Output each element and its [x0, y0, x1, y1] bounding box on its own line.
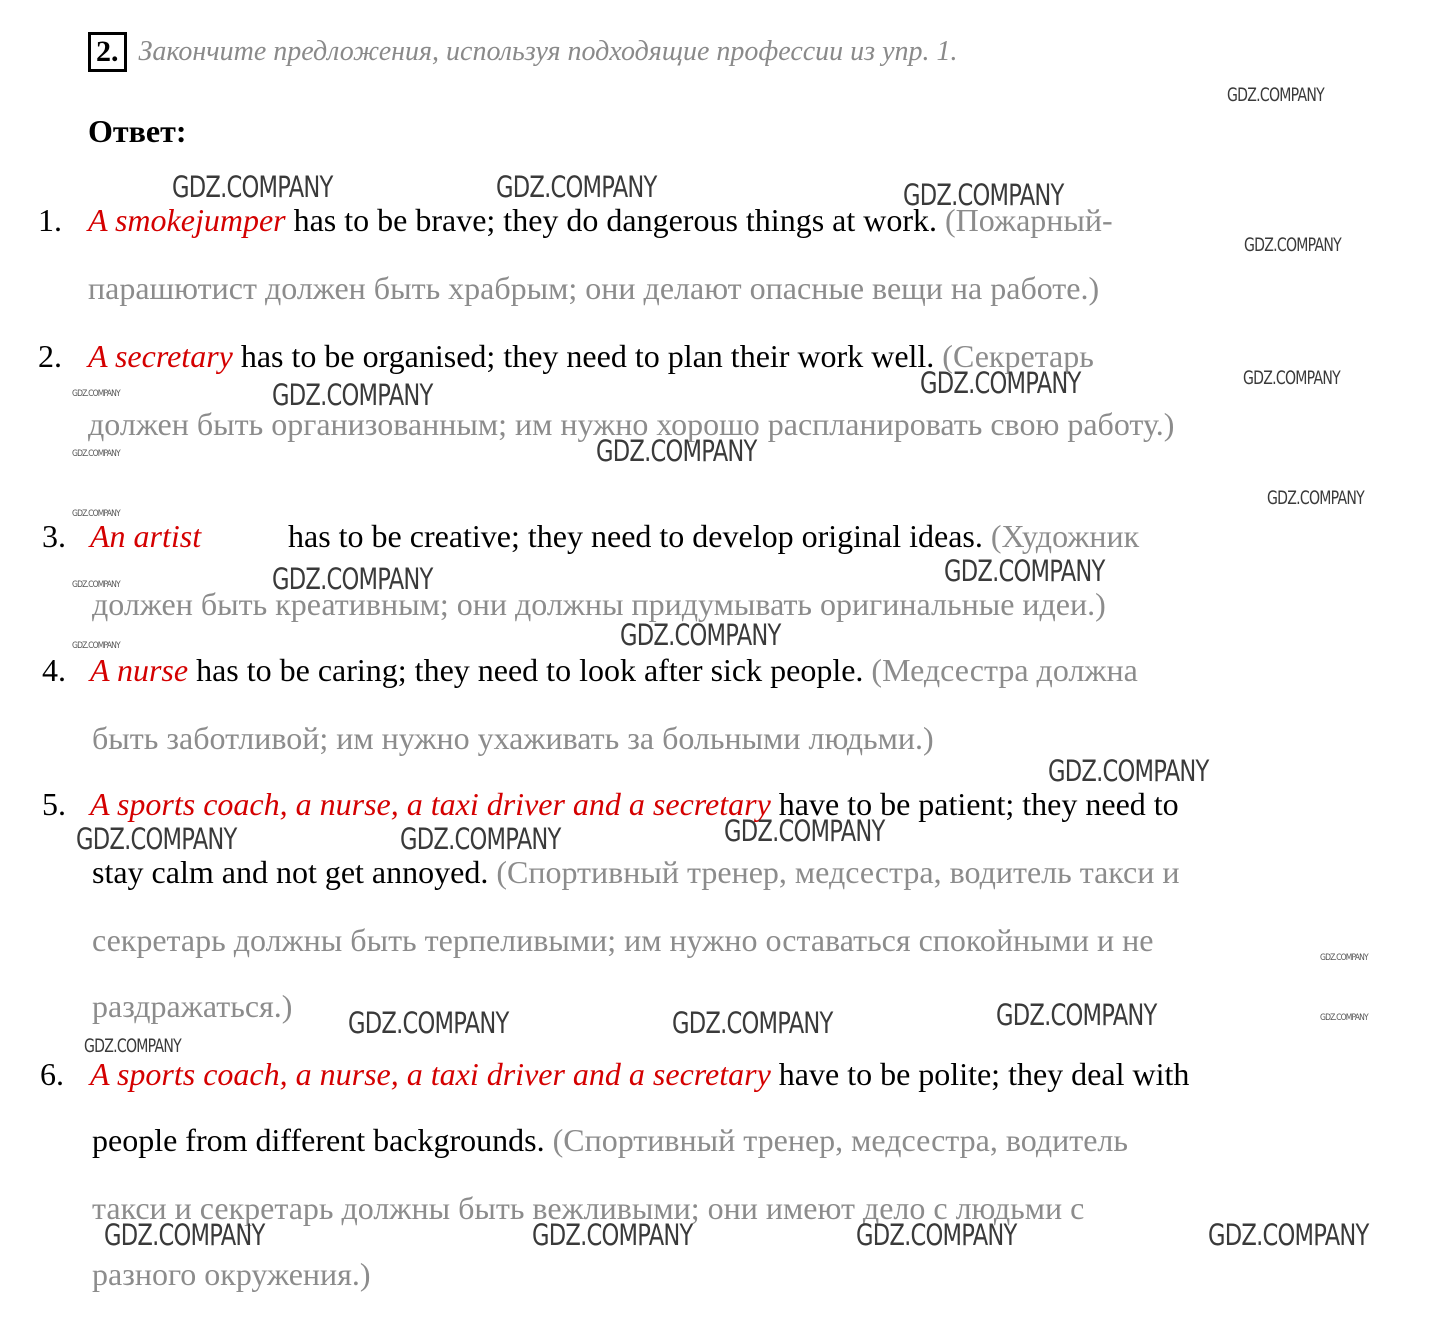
item-line — [92, 854, 1180, 891]
item-line — [92, 1122, 1128, 1159]
sentence-text: has to be creative; they need to develop original ideas. — [288, 518, 983, 554]
sentence-text: have to be patient; they need to — [770, 786, 1179, 822]
watermark: GDZ.COMPANY — [72, 449, 120, 459]
item-number: 2. — [38, 338, 62, 374]
watermark: GDZ.COMPANY — [672, 1006, 833, 1040]
watermark: GDZ.COMPANY — [903, 178, 1064, 212]
watermark: GDZ.COMPANY — [348, 1006, 509, 1040]
item-line — [88, 338, 1094, 375]
task-header — [88, 30, 958, 74]
item-line — [88, 202, 1113, 239]
watermark: GDZ.COMPANY — [1243, 367, 1341, 389]
translation-text: (Секретарь — [934, 338, 1094, 374]
watermark: GDZ.COMPANY — [532, 1218, 693, 1252]
watermark: GDZ.COMPANY — [620, 618, 781, 652]
item-line — [92, 1190, 1084, 1227]
watermark: GDZ.COMPANY — [1320, 953, 1368, 963]
translation-text: (Спортивный тренер, медсестра, водитель — [544, 1122, 1128, 1158]
sentence-text: has to be brave; they do dangerous things at work. — [285, 202, 937, 238]
sentence-text: has to be caring; they need to look after sick people. — [188, 652, 864, 688]
profession-answer: A sports coach, a nurse, a taxi driver and a secretary — [90, 1056, 771, 1092]
item-number: 6. — [40, 1056, 64, 1092]
watermark: GDZ.COMPANY — [84, 1035, 182, 1057]
translation-text: секретарь должны быть терпеливыми; им нужно оставаться спокойными и не — [92, 922, 1154, 958]
translation-text: должен быть организованным; им нужно хорошо распланировать свою работу.) — [88, 406, 1175, 442]
profession-answer: A sports coach, a nurse, a taxi driver and a secretary — [90, 786, 771, 822]
profession-answer: A smokejumper — [88, 202, 286, 238]
item-line — [92, 720, 934, 757]
profession-answer: A secretary — [88, 338, 233, 374]
watermark: GDZ.COMPANY — [172, 170, 333, 204]
translation-text: (Художник — [982, 518, 1140, 554]
watermark: GDZ.COMPANY — [72, 580, 120, 590]
translation-text: (Пожарный- — [937, 202, 1113, 238]
watermark: GDZ.COMPANY — [400, 822, 561, 856]
watermark: GDZ.COMPANY — [944, 554, 1105, 588]
translation-text: разного окружения.) — [92, 1256, 371, 1292]
watermark: GDZ.COMPANY — [920, 366, 1081, 400]
watermark: GDZ.COMPANY — [1048, 754, 1209, 788]
item-line — [92, 922, 1153, 959]
watermark: GDZ.COMPANY — [76, 822, 237, 856]
task-number: 2. — [88, 32, 127, 72]
item-number: 4. — [42, 652, 66, 688]
watermark: GDZ.COMPANY — [496, 170, 657, 204]
item-line — [92, 988, 292, 1025]
watermark: GDZ.COMPANY — [272, 378, 433, 412]
watermark: GDZ.COMPANY — [72, 641, 120, 651]
watermark: GDZ.COMPANY — [856, 1218, 1017, 1252]
item-line — [90, 1056, 1189, 1093]
watermark: GDZ.COMPANY — [272, 562, 433, 596]
translation-text: должен быть креативным; они должны придумывать оригинальные идеи.) — [92, 586, 1106, 622]
watermark: GDZ.COMPANY — [1227, 84, 1325, 106]
sentence-text: people from different backgrounds. — [92, 1122, 545, 1158]
watermark: GDZ.COMPANY — [1320, 1013, 1368, 1023]
watermark: GDZ.COMPANY — [596, 434, 757, 468]
sentence-text: stay calm and not get annoyed. — [92, 854, 489, 890]
item-number: 1. — [38, 202, 62, 238]
watermark: GDZ.COMPANY — [1267, 487, 1365, 509]
translation-text: такси и секретарь должны быть вежливыми; они имеют дело с людьми с — [92, 1190, 1085, 1226]
item-line — [92, 1256, 371, 1293]
sentence-text: have to be polite; they deal with — [770, 1056, 1190, 1092]
item-line — [90, 518, 201, 555]
sentence-text: has to be organised; they need to plan their work well. — [232, 338, 935, 374]
item-line — [288, 518, 1139, 555]
translation-text: раздражаться.) — [92, 988, 293, 1024]
watermark: GDZ.COMPANY — [72, 389, 120, 399]
item-line — [88, 270, 1099, 307]
item-line — [88, 406, 1174, 443]
profession-answer: A nurse — [90, 652, 189, 688]
watermark: GDZ.COMPANY — [72, 509, 120, 519]
translation-text: (Медсестра должна — [863, 652, 1138, 688]
translation-text: (Спортивный тренер, медсестра, водитель такси и — [488, 854, 1180, 890]
item-line — [90, 786, 1179, 823]
item-line — [90, 652, 1138, 689]
task-instruction: Закончите предложения, используя подходящие профессии из упр. 1. — [138, 36, 958, 67]
profession-answer: An artist — [90, 518, 202, 554]
watermark: GDZ.COMPANY — [104, 1218, 265, 1252]
watermark: GDZ.COMPANY — [1208, 1218, 1369, 1252]
item-number: 5. — [42, 786, 66, 822]
watermark: GDZ.COMPANY — [996, 998, 1157, 1032]
item-number: 3. — [42, 518, 66, 554]
watermark: GDZ.COMPANY — [724, 814, 885, 848]
item-line — [92, 586, 1106, 623]
watermark: GDZ.COMPANY — [1244, 234, 1342, 256]
translation-text: парашютист должен быть храбрым; они делают опасные вещи на работе.) — [88, 270, 1100, 306]
translation-text: быть заботливой; им нужно ухаживать за больными людьми.) — [92, 720, 934, 756]
answer-title: Ответ: — [88, 113, 187, 149]
